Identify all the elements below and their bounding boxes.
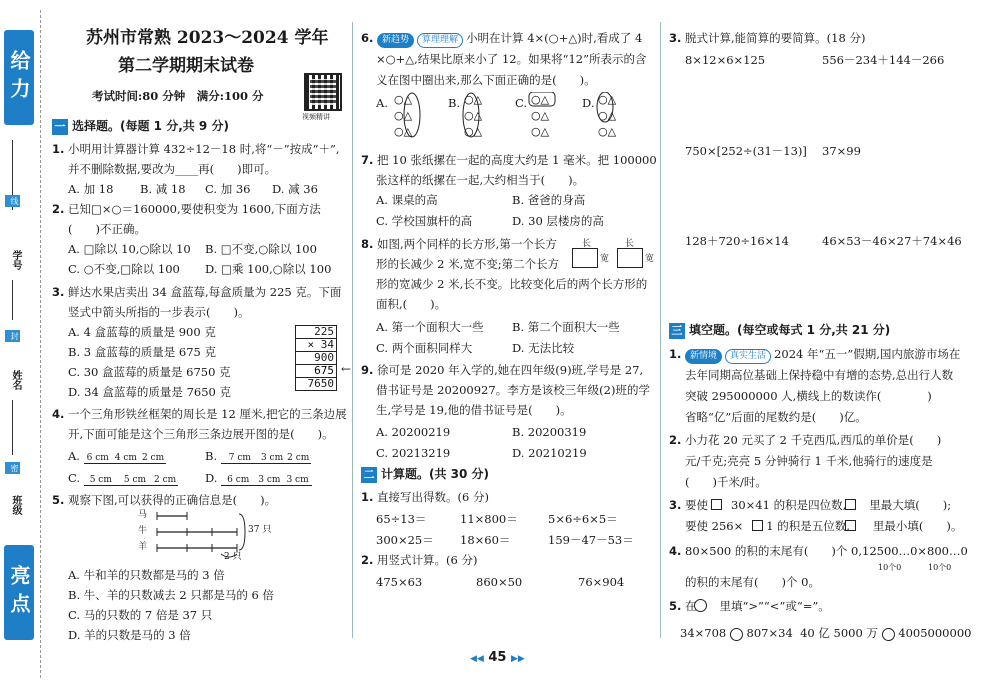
section3-title: 填空题。(每空或每式 1 分,共 21 分) bbox=[689, 323, 891, 337]
section2-heading bbox=[361, 466, 489, 483]
q2-line2: ( )不正确。 bbox=[68, 222, 146, 236]
seg: 5 cm bbox=[118, 475, 152, 486]
f4-line2: 的积的末尾有( )个 0。 bbox=[685, 575, 820, 589]
q8-opt-c[interactable]: C. 两个面积同样大 bbox=[376, 341, 473, 355]
f1-line3: 突破 295000000 人,横线上的数读作( ) bbox=[685, 389, 932, 403]
q4-line1 bbox=[52, 406, 347, 422]
q9-line3: 生,学号是 19,他的借书证号是( )。 bbox=[376, 403, 572, 417]
strip-line bbox=[12, 400, 13, 455]
compare-circle bbox=[694, 599, 707, 612]
q5-opt-a[interactable]: A. 牛和羊的只数都是马的 3 倍 bbox=[68, 568, 225, 582]
strip-line bbox=[12, 280, 13, 320]
q5-line1 bbox=[52, 492, 276, 508]
fill-box[interactable] bbox=[845, 520, 856, 531]
q1-opt-d[interactable]: D. 减 36 bbox=[272, 182, 318, 196]
seg: 2 cm bbox=[287, 453, 310, 463]
strip-tag-line: 线 bbox=[5, 195, 20, 207]
q7-line1 bbox=[361, 152, 657, 168]
q2-opt-d[interactable]: D. □乘 100,○除以 100 bbox=[205, 262, 332, 276]
c1-item[interactable]: 65÷13＝ bbox=[376, 512, 427, 526]
q1-line2: 并不删除数据,要改为____再( )即可。 bbox=[68, 162, 277, 176]
f5-item: 40 亿 5000 万 bbox=[800, 626, 878, 640]
q9-number: 9. bbox=[361, 363, 374, 377]
seg: 3 cm bbox=[255, 475, 283, 486]
fill-box[interactable] bbox=[711, 499, 722, 510]
q6-line3: 义在图中圈出来,那么下面正确的是( )。 bbox=[376, 73, 596, 87]
c1-item[interactable]: 18×60＝ bbox=[460, 533, 511, 547]
section2-title: 计算题。(共 30 分) bbox=[381, 467, 490, 481]
calc-row: × 34 bbox=[295, 338, 337, 351]
seg: 5 cm bbox=[84, 475, 118, 486]
binding-strip bbox=[0, 0, 40, 688]
q1-number: 1. bbox=[52, 142, 65, 156]
tag-concept: 算理理解 bbox=[417, 33, 463, 48]
q9-opt-a[interactable]: A. 20200219 bbox=[376, 425, 451, 439]
section3-number: 三 bbox=[669, 323, 685, 339]
q2-line1 bbox=[52, 201, 321, 217]
q1-opt-c[interactable]: C. 加 36 bbox=[205, 182, 251, 196]
opt-letter: D. bbox=[205, 471, 218, 485]
c3-item[interactable]: 8×12×6×125 bbox=[685, 53, 766, 67]
q7-opt-c[interactable]: C. 学校国旗杆的高 bbox=[376, 214, 473, 228]
c1-item[interactable]: 159－47－53＝ bbox=[548, 533, 634, 547]
q6-line2: ×○+△,结果比原来小了 12。如果将“12”所表示的含 bbox=[376, 52, 647, 66]
rectangle-1 bbox=[572, 248, 598, 268]
f4-text: 80×500 的积的末尾有( )个 0,12500…0×800…0 bbox=[685, 544, 968, 558]
c2-item[interactable]: 860×50 bbox=[476, 575, 523, 589]
q2-number: 2. bbox=[52, 202, 65, 216]
q7-line2: 张这样的纸摞在一起,大约相当于( )。 bbox=[376, 173, 585, 187]
c2-item[interactable]: 76×904 bbox=[578, 575, 625, 589]
c1-number: 1. bbox=[361, 490, 374, 504]
svg-text:○△: ○△ bbox=[598, 109, 617, 122]
label-student-id: 学号 bbox=[10, 250, 21, 270]
label-extra: 2 只 bbox=[224, 552, 242, 562]
f1-line2: 去年同期高位基础上保持稳中有增的态势,总出行人数 bbox=[685, 368, 954, 382]
qr-caption: 视频精讲 bbox=[302, 113, 330, 121]
f4-sub-label: 10个0 bbox=[878, 563, 902, 572]
fill-box[interactable] bbox=[845, 499, 856, 510]
q9-line2: 借书证号是 20200927。李方是该校三年级(2)班的学 bbox=[376, 383, 650, 397]
q1-opt-b[interactable]: B. 减 18 bbox=[140, 182, 186, 196]
q6-text: 小明在计算 4×(○+△)时,看成了 4 bbox=[466, 31, 643, 45]
svg-text:○△: ○△ bbox=[531, 109, 550, 122]
q7-opt-a[interactable]: A. 课桌的高 bbox=[376, 193, 438, 207]
section1-title: 选择题。(每题 1 分,共 9 分) bbox=[72, 119, 229, 133]
rect1-width-label: 宽 bbox=[600, 254, 610, 264]
q8-opt-b[interactable]: B. 第二个面积大一些 bbox=[512, 320, 620, 334]
strip-tag-secret: 密 bbox=[5, 462, 20, 474]
rect2-length-label: 长 bbox=[625, 239, 635, 249]
q9-line1 bbox=[361, 362, 643, 378]
c1-title: 直接写出得数。(6 分) bbox=[377, 490, 489, 504]
c3-item[interactable]: 556－234＋144－266 bbox=[822, 53, 945, 67]
f3-text: 要使 30×41 的积是四位数, 里最大填( ); bbox=[685, 498, 952, 512]
q5-opt-d[interactable]: D. 羊的只数是马的 3 倍 bbox=[68, 628, 191, 642]
f1-line1 bbox=[669, 346, 960, 364]
q4-opt-a[interactable] bbox=[68, 448, 166, 466]
q7-opt-d[interactable]: D. 30 层楼房的高 bbox=[512, 214, 604, 228]
q1-text: 小明用计算器计算 432÷12－18 时,将“－”按成“＋”, bbox=[68, 142, 340, 156]
exam-title-line1: 苏州市常熟 2023～2024 学年 bbox=[86, 28, 329, 48]
q2-opt-a[interactable]: A. □除以 10,○除以 10 bbox=[68, 242, 191, 256]
c1-item[interactable]: 5×6÷6×5＝ bbox=[548, 512, 618, 526]
c1-item[interactable]: 11×800＝ bbox=[460, 512, 518, 526]
q8-opt-d[interactable]: D. 无法比较 bbox=[512, 341, 575, 355]
f2-line1 bbox=[669, 432, 941, 448]
q9-text: 徐可是 2020 年入学的,她在四年级(9)班,学号是 27, bbox=[377, 363, 644, 377]
f4-sub-label: 10个0 bbox=[928, 563, 952, 572]
section3-heading bbox=[669, 322, 890, 339]
q8-number: 8. bbox=[361, 237, 374, 251]
f1-number: 1. bbox=[669, 347, 682, 361]
f2-text: 小力花 20 元买了 2 千克西瓜,西瓜的单价是( ) bbox=[685, 433, 942, 447]
c1-item[interactable]: 300×25＝ bbox=[376, 533, 434, 547]
q8-line4: 面积,( )。 bbox=[376, 297, 447, 311]
q3-text: 鲜达水果店卖出 34 盒蓝莓,每盒质量为 225 克。下面 bbox=[68, 285, 342, 299]
strip-tag-seal: 封 bbox=[5, 330, 20, 342]
svg-text:○△: ○△ bbox=[531, 125, 550, 138]
c2-number: 2. bbox=[361, 553, 374, 567]
f5-item: 4005000000 bbox=[898, 626, 972, 640]
q5-text: 观察下图,可以获得的正确信息是( )。 bbox=[68, 493, 277, 507]
svg-text:○△: ○△ bbox=[598, 93, 617, 106]
svg-text:○△: ○△ bbox=[464, 125, 483, 138]
cut-line bbox=[40, 10, 41, 678]
f5-text: 在 里填“>”“<”或“=”。 bbox=[685, 599, 830, 613]
seg: 7 cm bbox=[221, 453, 259, 464]
q9-opt-c[interactable]: C. 20213219 bbox=[376, 446, 451, 460]
c3-title: 脱式计算,能简算的要简算。(18 分) bbox=[685, 31, 866, 45]
c2-heading bbox=[361, 552, 477, 568]
f2-line3: ( )千米/时。 bbox=[685, 475, 767, 489]
q2-opt-b[interactable]: B. □不变,○除以 100 bbox=[205, 242, 317, 256]
c3-item[interactable]: 750×[252÷(31－13)] bbox=[685, 144, 807, 158]
seg: 6 cm bbox=[221, 475, 255, 486]
q6-shape-options bbox=[392, 92, 652, 142]
f5-number: 5. bbox=[669, 599, 682, 613]
f5-item: 807×34 bbox=[746, 626, 793, 640]
f1-text: 2024 年“五一”假期,国内旅游市场在 bbox=[774, 347, 961, 361]
compare-circle[interactable] bbox=[730, 628, 743, 641]
rectangle-2 bbox=[617, 248, 643, 268]
exam-meta: 考试时间:80 分钟 满分:100 分 bbox=[92, 89, 264, 103]
q8-opt-a[interactable]: A. 第一个面积大一些 bbox=[376, 320, 484, 334]
q3-line1 bbox=[52, 284, 341, 300]
c3-number: 3. bbox=[669, 31, 682, 45]
svg-text:○△: ○△ bbox=[464, 93, 483, 106]
section2-number: 二 bbox=[361, 467, 377, 483]
q6-opt-a[interactable]: A. bbox=[376, 96, 388, 110]
calc-row: 7650 bbox=[295, 377, 337, 391]
label-cow: 牛 bbox=[138, 526, 148, 536]
page-footer bbox=[470, 650, 525, 665]
q8-line3: 形的宽减少 2 米,长不变。比较变化后的两个长方形的 bbox=[376, 277, 648, 291]
f5-row bbox=[680, 625, 971, 641]
q2-opt-c[interactable]: C. ○不变,□除以 100 bbox=[68, 262, 180, 276]
svg-text:○△: ○△ bbox=[394, 109, 413, 122]
prev-arrow-icon[interactable]: ◀◀ bbox=[470, 654, 484, 664]
q8-line1 bbox=[361, 236, 557, 252]
vertical-multiplication bbox=[295, 325, 337, 391]
svg-text:○△: ○△ bbox=[531, 93, 550, 106]
q9-opt-b[interactable]: B. 20200319 bbox=[512, 425, 587, 439]
tag-real-life: 真实生活 bbox=[725, 349, 771, 364]
q7-number: 7. bbox=[361, 153, 374, 167]
c3-heading bbox=[669, 30, 865, 46]
q7-text: 把 10 张纸摞在一起的高度大约是 1 毫米。把 100000 bbox=[377, 153, 657, 167]
brand-bottom: 亮点 bbox=[4, 545, 34, 640]
calc-row: 675 bbox=[295, 364, 337, 377]
f3-number: 3. bbox=[669, 498, 682, 512]
calc-row: 900 bbox=[295, 351, 337, 364]
q5-opt-b[interactable]: B. 牛、羊的只数减去 2 只都是马的 6 倍 bbox=[68, 588, 275, 602]
q2-text: 已知□×○＝160000,要使积变为 1600,下面方法 bbox=[68, 202, 321, 216]
opt-letter: C. bbox=[68, 471, 81, 485]
section1-number: 一 bbox=[52, 119, 68, 135]
q4-opt-c[interactable] bbox=[68, 470, 178, 488]
seg: 3 cm bbox=[283, 475, 311, 486]
q1-line1 bbox=[52, 141, 340, 157]
label-class: 班级 bbox=[10, 495, 21, 515]
label-name: 姓名 bbox=[10, 370, 21, 390]
seg: 2 cm bbox=[154, 475, 177, 485]
q4-number: 4. bbox=[52, 407, 65, 421]
rect1-length-label: 长 bbox=[582, 239, 592, 249]
seg: 3 cm bbox=[260, 453, 284, 463]
opt-letter: B. bbox=[205, 449, 218, 463]
q7-opt-b[interactable]: B. 爸爸的身高 bbox=[512, 193, 586, 207]
q3-opt-b[interactable]: B. 3 盒蓝莓的质量是 675 克 bbox=[68, 345, 216, 359]
svg-text:○△: ○△ bbox=[394, 93, 413, 106]
q5-number: 5. bbox=[52, 493, 65, 507]
c1-heading bbox=[361, 489, 489, 505]
q4-text: 一个三角形铁丝框架的周长是 12 厘米,把它的三条边展 bbox=[68, 407, 347, 421]
q9-opt-d[interactable]: D. 20210219 bbox=[512, 446, 587, 460]
c3-item[interactable]: 46×53－46×27＋74×46 bbox=[822, 234, 962, 248]
q6-opt-b[interactable]: B. bbox=[448, 96, 461, 110]
f1-line4: 省略“亿”后面的尾数约是( )亿。 bbox=[685, 410, 867, 424]
q4-line2: 开,下面可能是这个三角形三条边展开图的是( )。 bbox=[68, 427, 334, 441]
q5-opt-c[interactable]: C. 马的只数的 7 倍是 37 只 bbox=[68, 608, 213, 622]
exam-title-line2: 第二学期期末试卷 bbox=[118, 56, 254, 76]
svg-text:○△: ○△ bbox=[598, 125, 617, 138]
seg: 2 cm bbox=[141, 453, 165, 463]
column-divider bbox=[660, 22, 661, 638]
c2-title: 用竖式计算。(6 分) bbox=[377, 553, 478, 567]
f5-item: 34×708 bbox=[680, 626, 727, 640]
q3-opt-d[interactable]: D. 34 盒蓝莓的质量是 7650 克 bbox=[68, 385, 231, 399]
q3-line2: 竖式中箭头所指的一步表示( )。 bbox=[68, 305, 250, 319]
q3-opt-a[interactable]: A. 4 盒蓝莓的质量是 900 克 bbox=[68, 325, 216, 339]
brand-top: 给力 bbox=[4, 30, 34, 125]
column-divider bbox=[352, 22, 353, 638]
label-sheep: 羊 bbox=[138, 542, 148, 552]
q6-opt-c[interactable]: C. bbox=[515, 96, 528, 110]
f2-number: 2. bbox=[669, 433, 682, 447]
f4-number: 4. bbox=[669, 544, 682, 558]
q4-opt-b[interactable] bbox=[205, 448, 311, 466]
seg: 6 cm bbox=[84, 453, 112, 464]
svg-text:○△: ○△ bbox=[464, 109, 483, 122]
fill-box[interactable] bbox=[752, 520, 763, 531]
q6-opt-d[interactable]: D. bbox=[582, 96, 595, 110]
q4-opt-d[interactable] bbox=[205, 470, 312, 488]
arrow-left-icon: ← bbox=[341, 362, 352, 376]
label-horse: 马 bbox=[138, 510, 148, 520]
f4-line1 bbox=[669, 543, 968, 559]
q6-number: 6. bbox=[361, 31, 374, 45]
qr-code-icon[interactable] bbox=[304, 73, 342, 111]
tag-new-context: 新情境 bbox=[685, 349, 722, 364]
q3-opt-c[interactable]: C. 30 盒蓝莓的质量是 6750 克 bbox=[68, 365, 231, 379]
page-number: 45 bbox=[488, 650, 507, 665]
rect2-width-label: 宽 bbox=[645, 254, 655, 264]
section1-heading bbox=[52, 118, 229, 135]
f3-line2: 要使 256× 1 的积是五位数, 里最小填( )。 bbox=[685, 519, 963, 533]
compare-circle[interactable] bbox=[882, 628, 895, 641]
q8-text: 如图,两个同样的长方形,第一个长方 bbox=[377, 237, 557, 251]
q6-line1 bbox=[361, 30, 642, 48]
f2-line2: 元/千克;亮亮 5 分钟骑行 1 千米,他骑行的速度是 bbox=[685, 454, 933, 468]
c3-item[interactable]: 128＋720÷16×14 bbox=[685, 234, 789, 248]
label-total: 37 只 bbox=[248, 525, 272, 535]
q3-number: 3. bbox=[52, 285, 65, 299]
tag-new-trend: 新趋势 bbox=[377, 33, 414, 48]
c2-item[interactable]: 475×63 bbox=[376, 575, 423, 589]
svg-text:○△: ○△ bbox=[394, 125, 413, 138]
next-arrow-icon[interactable]: ▶▶ bbox=[511, 654, 525, 664]
calc-row: 225 bbox=[295, 325, 337, 338]
c3-item[interactable]: 37×99 bbox=[822, 144, 861, 158]
q1-opt-a[interactable]: A. 加 18 bbox=[68, 182, 114, 196]
seg: 4 cm bbox=[112, 453, 140, 464]
opt-letter: A. bbox=[68, 449, 80, 463]
q8-line2: 形的长减少 2 米,宽不变;第二个长方 bbox=[376, 257, 560, 271]
